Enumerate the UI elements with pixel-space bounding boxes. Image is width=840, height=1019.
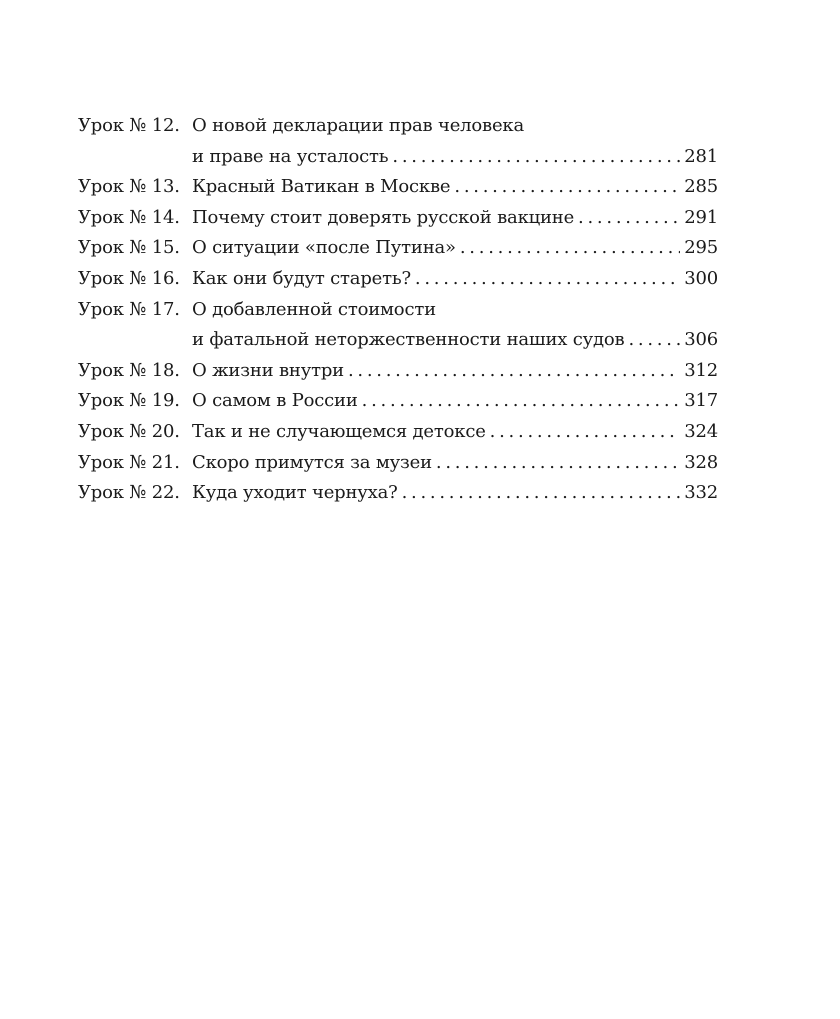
toc-entry-12 [78, 111, 718, 172]
table-of-contents [78, 111, 718, 509]
dot-leader [402, 478, 681, 509]
lesson-number: Урок № 18. [78, 359, 180, 381]
lesson-number: Урок № 15. [78, 237, 180, 259]
page-number: 324 [684, 420, 718, 442]
lesson-title: О самом в России [192, 390, 358, 412]
toc-entry-19 [78, 386, 718, 417]
lesson-number: Урок № 22. [78, 482, 180, 504]
page-number: 332 [684, 482, 718, 504]
toc-entry-14 [78, 203, 718, 234]
page-number: 285 [684, 176, 718, 198]
lesson-title: О жизни внутри [192, 359, 344, 381]
lesson-title: Красный Ватикан в Москве [192, 176, 451, 198]
page-number: 300 [684, 267, 718, 289]
toc-entry-13 [78, 172, 718, 203]
page-number: 312 [684, 359, 718, 381]
lesson-title: Скоро примутся за музеи [192, 451, 432, 473]
page-number: 306 [684, 329, 718, 351]
dot-leader [628, 325, 680, 356]
dot-leader [454, 172, 680, 203]
dot-leader [362, 386, 681, 417]
lesson-number: Урок № 12. [78, 115, 180, 136]
toc-entry-18 [78, 356, 718, 387]
lesson-number: Урок № 20. [78, 420, 180, 442]
toc-entry-16 [78, 264, 718, 295]
dot-leader [415, 264, 680, 295]
lesson-number: Урок № 13. [78, 176, 180, 198]
lesson-title: Как они будут стареть? [192, 267, 411, 289]
toc-entry-20 [78, 417, 718, 448]
lesson-title-line-2: и фатальной неторжественности наших судов [192, 329, 625, 351]
toc-entry-15 [78, 233, 718, 264]
lesson-number: Урок № 16. [78, 267, 180, 289]
lesson-title: Почему стоит доверять русской вакцине [192, 206, 575, 228]
dot-leader [460, 233, 680, 264]
lesson-title: Куда уходит чернуха? [192, 482, 398, 504]
lesson-title-line-1: О добавленной стоимости [192, 298, 436, 320]
dot-leader [348, 356, 680, 387]
page-number: 317 [684, 390, 718, 412]
toc-entry-21 [78, 448, 718, 479]
toc-entry-17 [78, 295, 718, 356]
toc-entry-22 [78, 478, 718, 509]
page-number: 328 [684, 451, 718, 473]
lesson-number: Урок № 14. [78, 206, 180, 228]
lesson-title: Так и не случающемся детоксе [192, 420, 486, 442]
page-number: 281 [684, 145, 718, 167]
lesson-title-line-2: и праве на усталость [192, 145, 389, 167]
lesson-number: Урок № 19. [78, 390, 180, 412]
dot-leader [578, 203, 680, 234]
dot-leader [436, 448, 680, 479]
lesson-number: Урок № 21. [78, 451, 180, 473]
page-number: 295 [684, 237, 718, 259]
page-number: 291 [684, 206, 718, 228]
lesson-title: О ситуации «после Путина» [192, 237, 456, 259]
lesson-number: Урок № 17. [78, 298, 180, 320]
lesson-title-line-1: О новой декларации прав человека [192, 115, 524, 136]
dot-leader [490, 417, 681, 448]
dot-leader [392, 142, 680, 173]
